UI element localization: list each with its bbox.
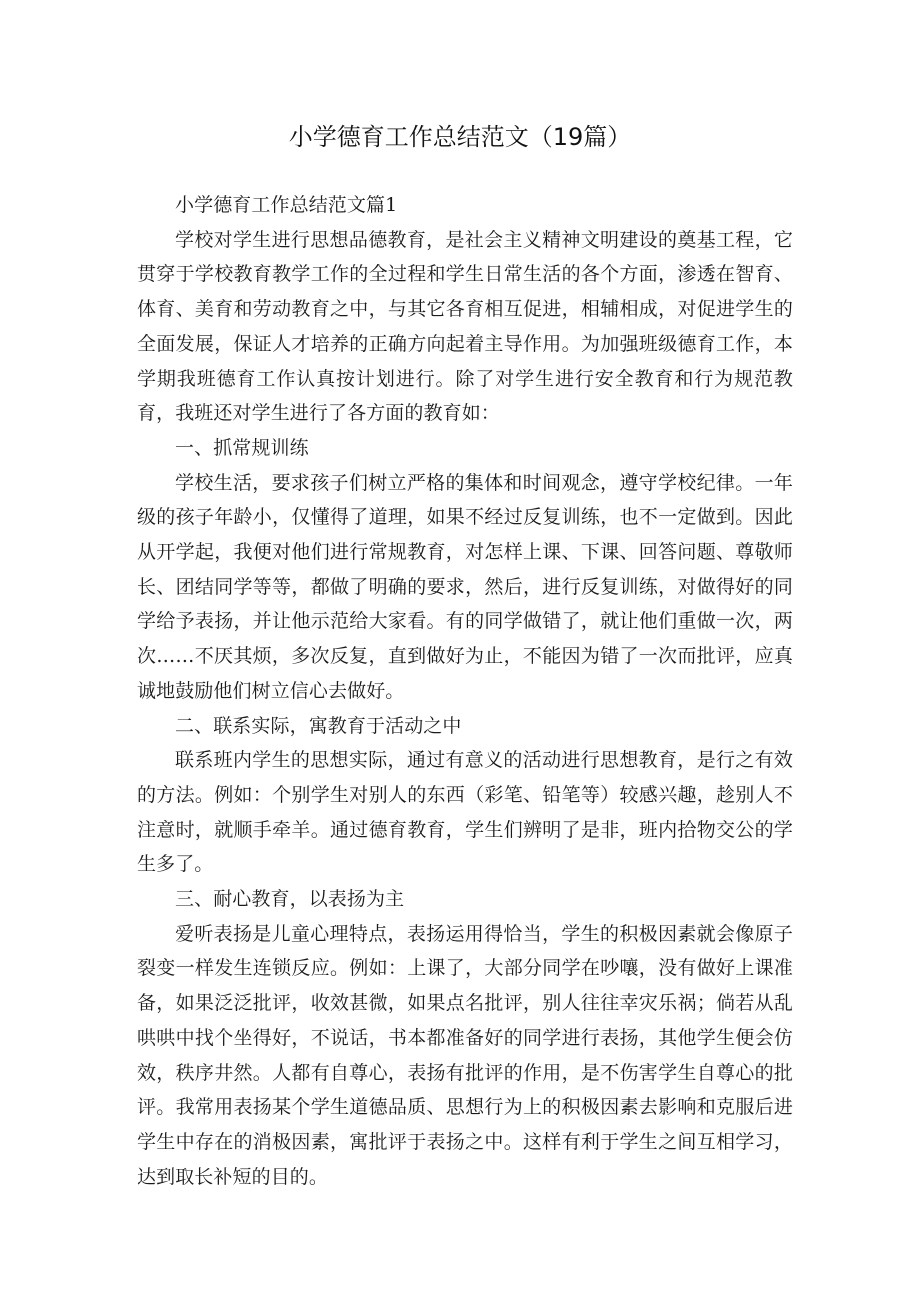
practical-activities-paragraph: 联系班内学生的思想实际，通过有意义的活动进行思想教育，是行之有效的方法。例如：个别学生对别人的东西（彩笔、铅笔等）较感兴趣，趁别人不注意时，就顺手牵羊。通过德育教育，学生们辨明了是非，班内拾物交公的学生多了。: [137, 749, 793, 876]
document-title: 小学德育工作总结范文（19篇）: [288, 123, 632, 151]
section-heading-routine-training: 一、抓常规训练: [175, 436, 309, 459]
section-heading-practical-activities: 二、联系实际，寓教育于活动之中: [175, 714, 462, 737]
section-heading-article-1: 小学德育工作总结范文篇1: [175, 194, 398, 216]
document-body: [137, 188, 793, 1194]
routine-training-paragraph: 学校生活，要求孩子们树立严格的集体和时间观念，遵守学校纪律。一年级的孩子年龄小，仅懂得了道理，如果不经过反复训练，也不一定做到。因此从开学起，我便对他们进行常规教育，对怎样上课、下课、回答问题、尊敬师长、团结同学等等，都做了明确的要求，然后，进行反复训练，对做得好的同学给予表扬，并让他示范给大家看。有的同学做错了，就让他们重做一次，两次……不厌其烦，多次反复，直到做好为止，不能因为错了一次而批评，应真诚地鼓励他们树立信心去做好。: [137, 471, 793, 702]
patient-education-paragraph: 爱听表扬是儿童心理特点，表扬运用得恰当，学生的积极因素就会像原子裂变一样发生连锁反应。例如：上课了，大部分同学在吵嚷，没有做好上课准备，如果泛泛批评，收效甚微，如果点名批评，别人往往幸灾乐祸；倘若从乱哄哄中找个坐得好，不说话，书本都准备好的同学进行表扬，其他学生便会仿效，秩序井然。人都有自尊心，表扬有批评的作用，是不伤害学生自尊心的批评。我常用表扬某个学生道德品质、思想行为上的积极因素去影响和克服后进学生中存在的消极因素，寓批评于表扬之中。这样有利于学生之间互相学习，达到取长补短的目的。: [137, 922, 793, 1188]
intro-paragraph: 学校对学生进行思想品德教育，是社会主义精神文明建设的奠基工程，它贯穿于学校教育教学工作的全过程和学生日常生活的各个方面，渗透在智育、体育、美育和劳动教育之中，与其它各育相互促进，相辅相成，对促进学生的全面发展，保证人才培养的正确方向起着主导作用。为加强班级德育工作，本学期我班德育工作认真按计划进行。除了对学生进行安全教育和行为规范教育，我班还对学生进行了各方面的教育如：: [137, 228, 793, 425]
section-heading-patient-education: 三、耐心教育，以表扬为主: [175, 888, 405, 911]
